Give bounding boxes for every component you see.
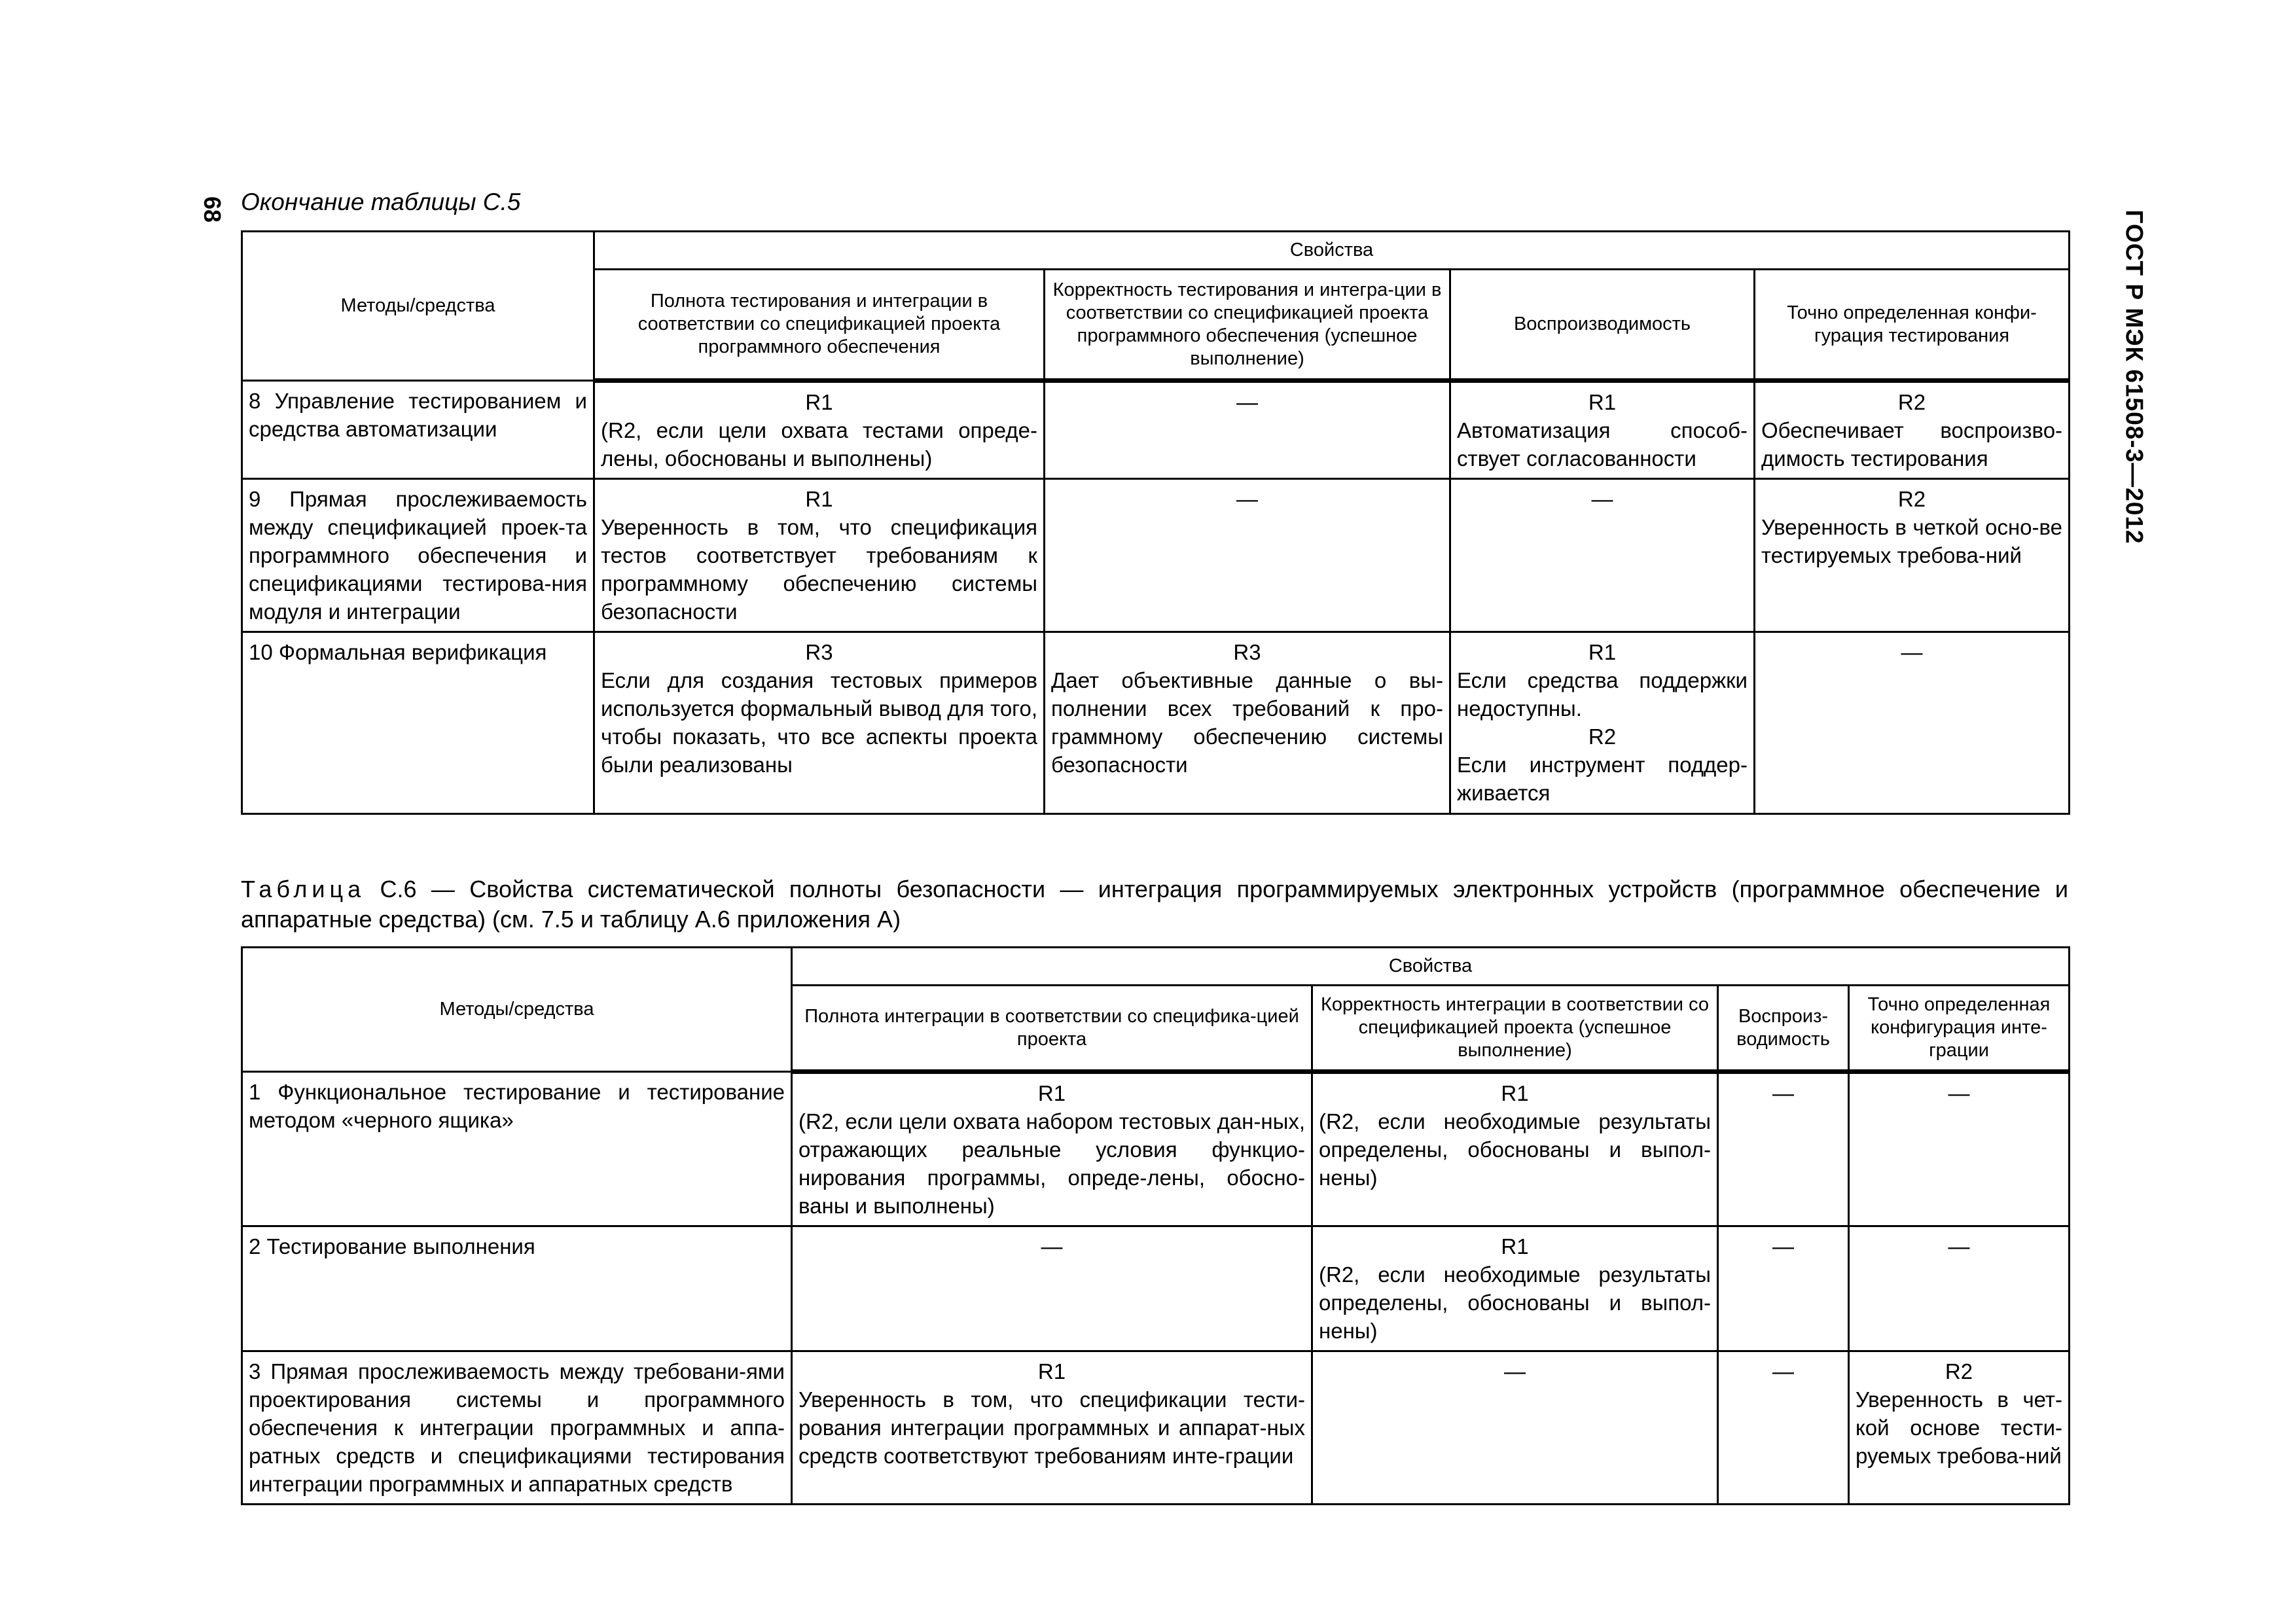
header-col-correctness: Корректность интеграции в соответствии со спецификацией проекта (успешное выполнение): [1312, 986, 1718, 1072]
method-cell: 9 Прямая прослеживаемость между спецификацией проек-та программного обеспечения и спецификациями тестирова-ния модуля и интеграции: [242, 479, 594, 632]
property-cell: R3 Если для создания тестовых примеров используется формальный вывод для того, чтобы показать, что все аспекты проекта были реализованы: [594, 632, 1045, 814]
property-cell: —: [1718, 1351, 1849, 1505]
method-cell: 1 Функциональное тестирование и тестирование методом «черного ящика»: [242, 1072, 792, 1226]
method-cell: 8 Управление тестированием и средства автоматизации: [242, 381, 594, 479]
method-cell: 3 Прямая прослеживаемость между требовани-ями проектирования системы и программного обеспечения к интеграции программных и аппа-ратных средств и спецификациями тестирования интеграции программных и аппаратных средств: [242, 1351, 792, 1505]
property-cell: R3 Дает объективные данные о вы-полнении всех требований к про-граммному обеспечению системы безопасности: [1045, 632, 1450, 814]
table-c6-title: Таблица С.6 — Свойства систематической полноты безопасности — интеграция программируемых электронных устройств (программное обеспечение и аппаратные средства) (см. 7.5 и таблицу А.6 приложения А): [241, 876, 2068, 933]
property-cell: R2 Уверенность в четкой осно-ве тестируемых требова-ний: [1755, 479, 2070, 632]
header-col-configuration: Точно определенная конфи-гурация тестирования: [1755, 270, 2070, 381]
table-row: [242, 1072, 2070, 1226]
property-cell: R1 Автоматизация способ-ствует согласованности: [1450, 381, 1755, 479]
header-methods: Методы/средства: [242, 948, 792, 1072]
property-cell: R1 (R2, если необходимые результаты определены, обоснованы и выпол-нены): [1312, 1226, 1718, 1351]
table-row: [242, 1351, 2070, 1505]
property-cell: —: [792, 1226, 1312, 1351]
page-number: 68: [199, 196, 226, 223]
standard-code: ГОСТ Р МЭК 61508-3—2012: [2121, 209, 2148, 544]
header-col-configuration: Точно определенная конфигурация инте-грации: [1849, 986, 2070, 1072]
property-cell: R1 (R2, если цели охвата набором тестовых дан-ных, отражающих реальные условия функцио-нирования программы, опреде-лены, обосно-ваны и выполнены): [792, 1072, 1312, 1226]
property-cell: —: [1045, 381, 1450, 479]
method-cell: 2 Тестирование выполнения: [242, 1226, 792, 1351]
property-cell: —: [1849, 1072, 2070, 1226]
header-col-repeatability: Воспроиз-водимость: [1718, 986, 1849, 1072]
table-row: [242, 1226, 2070, 1351]
property-cell: —: [1755, 632, 2070, 814]
header-col-completeness: Полнота интеграции в соответствии со специфика-цией проекта: [792, 986, 1312, 1072]
table-c6: [241, 946, 2070, 1505]
property-cell: R1 Уверенность в том, что спецификация тестов соответствует требованиям к программному обеспечению системы безопасности: [594, 479, 1045, 632]
property-cell: R1 Уверенность в том, что спецификации тести-рования интеграции программных и аппарат-ных средств соответствуют требованиям инте-грации: [792, 1351, 1312, 1505]
property-cell: R2 Уверенность в чет-кой основе тести-руемых требова-ний: [1849, 1351, 2070, 1505]
header-properties: Свойства: [594, 232, 2070, 270]
header-properties: Свойства: [792, 948, 2070, 986]
header-col-correctness: Корректность тестирования и интегра-ции в соответствии со спецификацией проекта программного обеспечения (успешное выполнение): [1045, 270, 1450, 381]
property-cell: R2 Обеспечивает воспроизво-димость тестирования: [1755, 381, 2070, 479]
header-col-repeatability: Воспроизводимость: [1450, 270, 1755, 381]
header-col-completeness: Полнота тестирования и интеграции в соответствии со спецификацией проекта программного обеспечения: [594, 270, 1045, 381]
property-cell: R1 (R2, если цели охвата тестами опреде-лены, обоснованы и выполнены): [594, 381, 1045, 479]
table-row: [242, 381, 2070, 479]
property-cell: —: [1312, 1351, 1718, 1505]
table-c5: [241, 230, 2070, 815]
property-cell: —: [1045, 479, 1450, 632]
continuation-caption: Окончание таблицы С.5: [241, 188, 521, 215]
property-cell: —: [1718, 1072, 1849, 1226]
table-row: [242, 632, 2070, 814]
table-row: [242, 479, 2070, 632]
property-cell: R1 (R2, если необходимые результаты определены, обоснованы и выпол-нены): [1312, 1072, 1718, 1226]
property-cell: R1 Если средства поддержки недоступны. R2 Если инструмент поддер-живается: [1450, 632, 1755, 814]
property-cell: —: [1849, 1226, 2070, 1351]
header-methods: Методы/средства: [242, 232, 594, 381]
method-cell: 10 Формальная верификация: [242, 632, 594, 814]
property-cell: —: [1718, 1226, 1849, 1351]
property-cell: —: [1450, 479, 1755, 632]
